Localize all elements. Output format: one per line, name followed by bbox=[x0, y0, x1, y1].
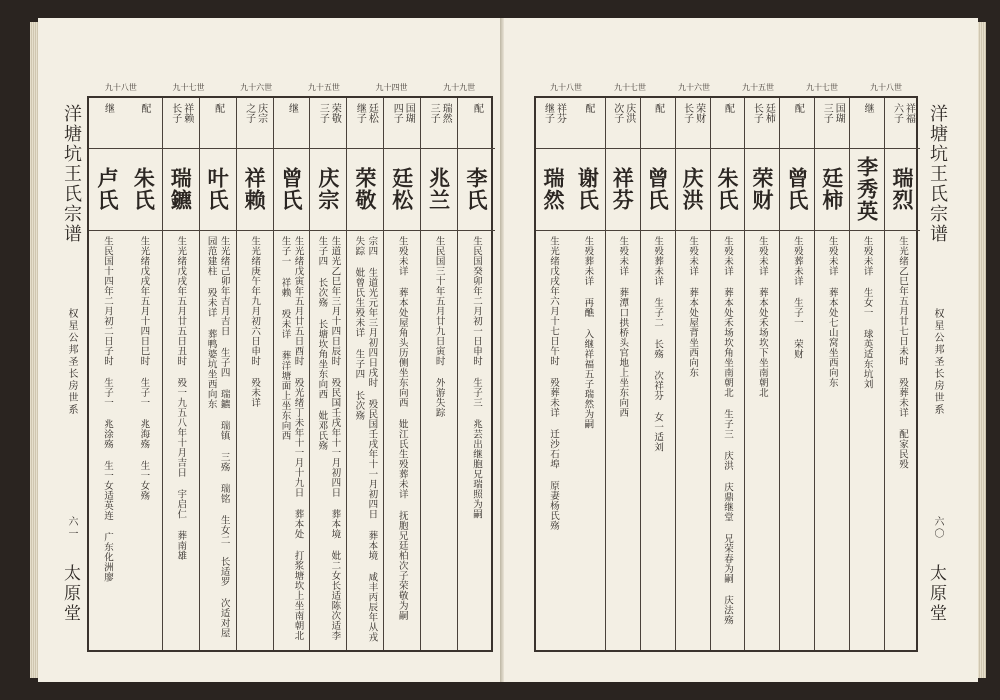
person-bio: 生殁葬未详 生子一 荣财 bbox=[791, 236, 803, 359]
name-cell bbox=[126, 148, 162, 231]
relation-cell bbox=[237, 98, 273, 149]
generation-label: 九十七世 bbox=[806, 83, 838, 92]
name-cell bbox=[536, 148, 571, 231]
name-cell bbox=[274, 148, 310, 231]
person-bio: 生殁葬未详 再醮 入继祥福五子瑞然为嗣 bbox=[582, 236, 594, 429]
left-page-subtitle: 权星公邦圣长房世系 bbox=[66, 308, 77, 416]
genealogy-column bbox=[237, 98, 274, 650]
person-name: 朱氏 bbox=[714, 167, 740, 211]
genealogy-column bbox=[780, 98, 815, 650]
genealogy-column bbox=[641, 98, 676, 650]
relation-text: 国瑚 三子 bbox=[821, 103, 845, 123]
person-name: 荣财 bbox=[749, 167, 775, 211]
relation-cell bbox=[885, 98, 920, 149]
bio-cell bbox=[126, 236, 162, 646]
right-genealogy-table bbox=[534, 96, 918, 652]
genealogy-column bbox=[200, 98, 237, 650]
bio-cell bbox=[711, 236, 745, 646]
generation-label: 九十七世 bbox=[614, 83, 646, 92]
person-name: 李氏 bbox=[464, 167, 490, 211]
bio-cell bbox=[89, 236, 126, 646]
person-bio: 生光绪戊戌年五月十四日巳时 生子一 兆海殇 生一女殇 bbox=[138, 236, 150, 501]
person-bio: 生殁未详 生女一 球英适东坑刘 bbox=[861, 236, 873, 389]
name-cell bbox=[676, 148, 710, 231]
person-bio: 生民国十四年二月初二日子时 生子一 兆涂殇 生一女适英连 广东化洲廖 bbox=[101, 236, 113, 582]
right-page-edges bbox=[978, 22, 986, 678]
person-name: 廷柿 bbox=[819, 167, 845, 211]
name-cell bbox=[163, 148, 199, 231]
person-bio: 生殁未详 葬潭口拱桥头官地上坐东向西 bbox=[617, 236, 629, 418]
genealogy-column bbox=[536, 98, 571, 650]
bio-cell bbox=[676, 236, 710, 646]
name-cell bbox=[237, 148, 273, 231]
relation-text: 荣财 长子 bbox=[681, 103, 705, 123]
genealogy-column bbox=[571, 98, 606, 650]
bio-cell bbox=[384, 236, 420, 646]
relation-cell bbox=[641, 98, 675, 149]
person-name: 曾氏 bbox=[645, 167, 671, 211]
relation-text: 配 bbox=[652, 103, 664, 113]
name-cell bbox=[310, 148, 346, 231]
relation-text: 祥芬 继子 bbox=[542, 103, 566, 123]
genealogy-column bbox=[274, 98, 311, 650]
relation-cell bbox=[200, 98, 236, 149]
person-name: 李秀英 bbox=[854, 156, 880, 222]
relation-text: 庆洪 次子 bbox=[611, 103, 635, 123]
right-page-hall: 太原堂 bbox=[926, 564, 946, 624]
person-bio: 生民国三十年五月廿九日寅时 外游失踪 bbox=[433, 236, 445, 418]
name-cell bbox=[745, 148, 779, 231]
name-cell bbox=[421, 148, 457, 231]
relation-cell bbox=[126, 98, 162, 149]
person-name: 祥赖 bbox=[242, 167, 268, 211]
relation-text: 继 bbox=[862, 103, 874, 113]
name-cell bbox=[89, 148, 126, 231]
relation-text: 庆宗 之子 bbox=[243, 103, 267, 123]
bio-cell bbox=[200, 236, 236, 646]
name-cell bbox=[458, 148, 495, 231]
left-genealogy-table bbox=[87, 96, 493, 652]
relation-cell bbox=[606, 98, 640, 149]
person-name: 朱氏 bbox=[131, 167, 157, 211]
relation-text: 祥赖 长子 bbox=[169, 103, 193, 123]
relation-text: 继 bbox=[286, 103, 298, 113]
relation-text: 国瑚 四子 bbox=[391, 103, 415, 123]
person-name: 庆宗 bbox=[315, 167, 341, 211]
person-bio: 生殁未详 葬本处屋角头历侧坐东向西 妣江氏生殁葬未详 抚胞兄廷柏次子荣敬为嗣 bbox=[396, 236, 408, 621]
genealogy-column bbox=[745, 98, 780, 650]
relation-cell bbox=[163, 98, 199, 149]
relation-text: 配 bbox=[792, 103, 804, 113]
person-bio: 生光绪戊寅年五月廿五日酉时 殁光绪丁未年十一月十九日 葬本处 打浆塘坎上坐南朝北 生子一 祥赖 殁未详 葬洋塘面上坐东向西 bbox=[279, 236, 304, 641]
genealogy-column bbox=[885, 98, 920, 650]
generation-label: 九十七世 bbox=[172, 83, 205, 92]
name-cell bbox=[641, 148, 675, 231]
relation-cell bbox=[347, 98, 383, 149]
genealogy-column bbox=[815, 98, 850, 650]
name-cell bbox=[850, 148, 884, 231]
relation-text: 廷柿 长子 bbox=[751, 103, 775, 123]
bio-cell bbox=[458, 236, 495, 646]
genealogy-column bbox=[310, 98, 347, 650]
person-bio: 生殁未详 葬本处屋背坐西向东 bbox=[687, 236, 699, 378]
generation-label: 九十八世 bbox=[550, 83, 582, 92]
person-name: 曾氏 bbox=[784, 167, 810, 211]
genealogy-column bbox=[347, 98, 384, 650]
relation-cell bbox=[421, 98, 457, 149]
generation-label: 九十八世 bbox=[870, 83, 902, 92]
person-bio: 生道光乙巳年三月十四日辰时 殁民国壬戌年十一月初四日 葬本境 妣二女长适陈次适李 生子四 长次殇 长塘坎角坐东向西 妣邓氏殇 bbox=[316, 236, 341, 641]
relation-text: 配 bbox=[722, 103, 734, 113]
person-name: 兆兰 bbox=[426, 167, 452, 211]
genealogy-column bbox=[89, 98, 126, 650]
name-cell bbox=[384, 148, 420, 231]
relation-text: 祥福 六子 bbox=[891, 103, 915, 123]
person-bio: 生光绪戊戌年五月廿五日丑时 殁一九五八年十月吉日 宇启仁 葬南雄 bbox=[175, 236, 187, 561]
bio-cell bbox=[850, 236, 884, 646]
relation-cell bbox=[536, 98, 571, 149]
relation-cell bbox=[711, 98, 745, 149]
name-cell bbox=[200, 148, 236, 231]
genealogy-column bbox=[606, 98, 641, 650]
bio-cell bbox=[421, 236, 457, 646]
person-name: 瑞鑣 bbox=[168, 167, 194, 211]
bio-cell bbox=[274, 236, 310, 646]
bio-cell bbox=[237, 236, 273, 646]
relation-text: 配 bbox=[138, 103, 150, 113]
person-name: 谢氏 bbox=[575, 167, 601, 211]
person-bio: 生殁未详 葬本处禾场坎角坐南朝北 生子三 庆洪 庆鼎继堂 兄荣春为嗣 庆法殇 bbox=[721, 236, 733, 625]
bio-cell bbox=[885, 236, 920, 646]
name-cell bbox=[815, 148, 849, 231]
bio-cell bbox=[310, 236, 346, 646]
bio-cell bbox=[536, 236, 571, 646]
relation-text: 荣敬 三子 bbox=[317, 103, 341, 123]
relation-cell bbox=[780, 98, 814, 149]
relation-cell bbox=[310, 98, 346, 149]
bio-cell bbox=[815, 236, 849, 646]
left-page-number: 六一 bbox=[66, 516, 77, 540]
left-page-edges bbox=[30, 22, 38, 678]
relation-cell bbox=[676, 98, 710, 149]
name-cell bbox=[347, 148, 383, 231]
genealogy-column bbox=[676, 98, 711, 650]
generation-label: 九十八世 bbox=[104, 83, 137, 92]
name-cell bbox=[711, 148, 745, 231]
person-bio: 生民国癸卯年二月初一日申时 生子三 兆芸出继胞兄瑞照为嗣 bbox=[471, 236, 483, 519]
relation-cell bbox=[850, 98, 884, 149]
person-bio: 生殁未详 葬本处七山窝坐西向东 bbox=[826, 236, 838, 388]
genealogy-column bbox=[384, 98, 421, 650]
bio-cell bbox=[745, 236, 779, 646]
generation-label: 九十九世 bbox=[443, 83, 476, 92]
relation-text: 瑞然 三子 bbox=[428, 103, 452, 123]
person-bio: 生光绪己卯年吉月吉日 生子四 瑞鑣 瑞镇 三殇 瑞铭 生女二 长适罗 次适对屋园范建柱 殁未详 葬鸭婆坑坐西向东 bbox=[205, 236, 230, 638]
name-cell bbox=[606, 148, 640, 231]
person-name: 庆洪 bbox=[680, 167, 706, 211]
person-bio: 生光绪戊戌年六月十七日午时 殁葬未详 迁沙石埠 原妻杨氏殇 bbox=[547, 236, 559, 531]
person-name: 卢氏 bbox=[94, 167, 120, 211]
bio-cell bbox=[780, 236, 814, 646]
name-cell bbox=[885, 148, 920, 231]
genealogy-column bbox=[421, 98, 458, 650]
relation-text: 配 bbox=[582, 103, 594, 113]
person-bio: 生光绪庚午年九月初六日申时 殁未详 bbox=[249, 236, 261, 408]
generation-label: 九十四世 bbox=[375, 83, 408, 92]
bio-cell bbox=[606, 236, 640, 646]
person-name: 瑞烈 bbox=[890, 167, 916, 211]
right-page-number: 六〇 bbox=[932, 516, 943, 540]
left-page-title: 洋塘坑王氏宗谱 bbox=[61, 104, 82, 244]
relation-cell bbox=[745, 98, 779, 149]
bio-cell bbox=[347, 236, 383, 646]
person-bio: 生殁葬未详 生子二 长殇 次祥芬 女一适刘 bbox=[652, 236, 664, 452]
person-name: 廷松 bbox=[389, 167, 415, 211]
name-cell bbox=[780, 148, 814, 231]
left-page bbox=[38, 18, 503, 682]
relation-text: 配 bbox=[212, 103, 224, 113]
person-bio: 生殁未详 葬本处禾场坎下坐南朝北 bbox=[756, 236, 768, 398]
relation-cell bbox=[571, 98, 605, 149]
genealogy-column bbox=[163, 98, 200, 650]
genealogy-column bbox=[850, 98, 885, 650]
bio-cell bbox=[163, 236, 199, 646]
bio-cell bbox=[641, 236, 675, 646]
genealogy-column bbox=[126, 98, 163, 650]
genealogy-column bbox=[711, 98, 746, 650]
name-cell bbox=[571, 148, 605, 231]
generation-label: 九十五世 bbox=[742, 83, 774, 92]
person-name: 瑞然 bbox=[540, 167, 566, 211]
person-name: 荣敬 bbox=[352, 167, 378, 211]
person-bio: 宗四 生道光元年三月初四日戌时 殁民国壬戌年十一月初四日 葬本境 咸丰丙辰年从戎失踪 妣曾氏生殁未详 生子四 长次殇 bbox=[353, 236, 378, 642]
person-bio: 生光绪乙巳年五月廿七日未时 殁葬未详 配家民殁 bbox=[897, 236, 909, 469]
bio-cell bbox=[571, 236, 605, 646]
relation-cell bbox=[815, 98, 849, 149]
relation-cell bbox=[458, 98, 495, 149]
person-name: 叶氏 bbox=[205, 167, 231, 211]
person-name: 曾氏 bbox=[278, 167, 304, 211]
generation-label: 九十六世 bbox=[240, 83, 273, 92]
relation-cell bbox=[274, 98, 310, 149]
generation-label: 九十六世 bbox=[678, 83, 710, 92]
relation-text: 廷松 继子 bbox=[354, 103, 378, 123]
right-page-title: 洋塘坑王氏宗谱 bbox=[927, 104, 948, 244]
relation-cell bbox=[384, 98, 420, 149]
relation-text: 配 bbox=[471, 103, 483, 113]
generation-label: 九十五世 bbox=[307, 83, 340, 92]
right-page bbox=[504, 18, 978, 682]
left-page-hall: 太原堂 bbox=[60, 564, 80, 624]
relation-text: 继 bbox=[102, 103, 114, 113]
person-name: 祥芬 bbox=[610, 167, 636, 211]
genealogy-column bbox=[458, 98, 495, 650]
right-page-subtitle: 权星公邦圣长房世系 bbox=[932, 308, 943, 416]
relation-cell bbox=[89, 98, 126, 149]
